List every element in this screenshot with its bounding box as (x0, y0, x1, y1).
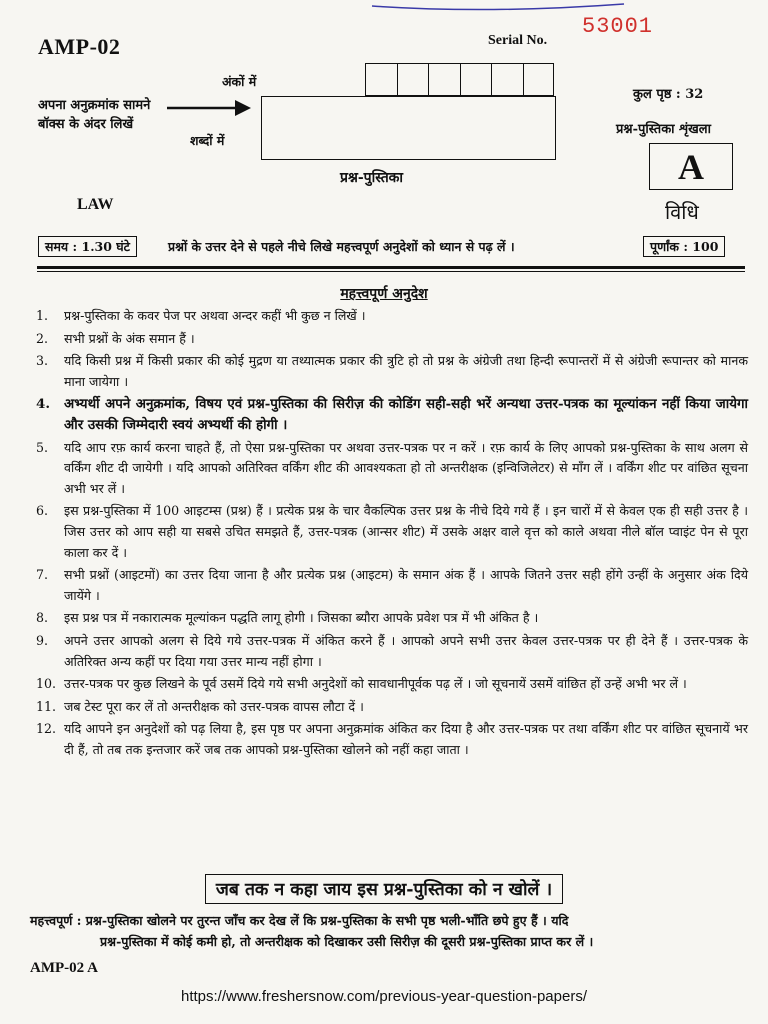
instruction-text: अपने उत्तर आपको अलग से दिये गये उत्तर-पत्रक में अंकित करने हैं । आपको अपने सभी उत्तर केवल उत्तर-पत्रक पर ही देने हैं । उत्तर-पत्रक के अतिरिक्त अन्य कहीं पर दिया गया उत्तर मान्य नहीं होगा । (64, 632, 748, 669)
instruction-item (36, 351, 748, 392)
instruction-number: 7. (36, 567, 49, 583)
instruction-number: 1. (36, 308, 49, 323)
series-label: प्रश्न-पुस्तिका शृंखला (616, 122, 711, 137)
do-not-open-banner (0, 874, 768, 904)
instruction-number: 8. (36, 610, 49, 626)
instruction-text: उत्तर-पत्रक पर कुछ लिखने के पूर्व उसमें दिये गये सभी अनुदेशों को सावधानीपूर्वक पढ़ लें । जो सूचनायें उसमें वांछित हों उन्हें अभी भर लें । (64, 676, 687, 692)
in-figures-label: अंकों में (222, 74, 257, 89)
instruction-item (36, 329, 748, 350)
instruction-item (36, 719, 748, 760)
instruction-text: प्रश्न-पुस्तिका के कवर पेज पर अथवा अन्दर कहीं भी कुछ न लिखें । (64, 308, 366, 323)
instruction-text: सभी प्रश्नों (आइटमों) का उत्तर दिया जाना है और प्रत्येक प्रश्न (आइटम) के समान अंक हैं । आपके जितने उत्तर सही होंगे उन्हीं के अनुसार अंक दिये जायेंगे । (64, 567, 748, 603)
roll-number-words-box[interactable] (261, 96, 556, 160)
source-url: https://www.freshersnow.com/previous-year-question-papers/ (180, 988, 587, 1005)
digit-box[interactable] (397, 63, 429, 96)
roll-label-line1: अपना अनुक्रमांक सामने (38, 98, 151, 113)
divider (37, 271, 745, 272)
instructions-title: महत्त्वपूर्ण अनुदेश (340, 286, 428, 302)
pen-mark (368, 0, 628, 14)
instruction-number: 4. (36, 396, 50, 413)
instructions-heading (0, 284, 768, 303)
subject-english: LAW (77, 196, 114, 213)
digit-box[interactable] (365, 63, 397, 96)
subject-hindi: विधि (665, 200, 699, 224)
important-label: महत्त्वपूर्ण : (30, 913, 82, 928)
booklet-label: प्रश्न-पुस्तिका (340, 170, 404, 186)
important-line1: प्रश्न-पुस्तिका खोलने पर तुरन्त जाँच कर देख लें कि प्रश्न-पुस्तिका के सभी पृष्ठ भली-भाँति छपे हुए हैं । यदि (85, 913, 569, 928)
instruction-item (36, 565, 748, 606)
digit-box[interactable] (428, 63, 460, 96)
max-marks: पूर्णांक : 100 (643, 236, 725, 257)
read-instructions-note: प्रश्नों के उत्तर देने से पहले नीचे लिखे महत्त्वपूर्ण अनुदेशों को ध्यान से पढ़ लें । (168, 239, 515, 254)
instruction-item (36, 697, 748, 718)
serial-label: Serial No. (488, 33, 548, 48)
divider (37, 266, 745, 269)
instruction-text: इस प्रश्न-पुस्तिका में 100 आइटम्स (प्रश्न) हैं । प्रत्येक प्रश्न के चार वैकल्पिक उत्तर प्रश्न के नीचे दिये गये हैं । इन चारों में से केवल एक ही सही उत्तर है । जिस उत्तर को आप सही या सबसे उचित समझते हैं, उत्तर-पत्रक (आन्सर शीट) में उसके अक्षर वाले वृत्त को काले अथवा नीले बॉल प्वाइंट पेन से पूरा काला कर दें । (64, 503, 748, 560)
instruction-text: यदि किसी प्रश्न में किसी प्रकार की कोई मुद्रण या तथ्यात्मक प्रकार की त्रुटि हो तो प्रश्न के अंग्रेजी तथा हिन्दी रूपान्तरों में से अंग्रेजी रूपान्तर को मानक माना जायेगा । (64, 353, 748, 389)
instruction-item (36, 631, 748, 672)
footer-paper-code: AMP-02 A (30, 960, 98, 976)
roll-number-instruction (38, 96, 150, 134)
in-words-label: शब्दों में (190, 133, 225, 148)
instruction-text: सभी प्रश्नों के अंक समान हैं । (64, 330, 195, 346)
instruction-number: 2. (36, 330, 49, 346)
important-note (30, 910, 748, 952)
roll-label-line2: बॉक्स के अंदर लिखें (38, 117, 134, 132)
roll-number-digit-boxes[interactable] (365, 63, 554, 96)
instructions-list (36, 306, 748, 762)
series-letter-box: A (649, 143, 733, 190)
digit-box[interactable] (523, 63, 555, 96)
right-arrow-icon (165, 96, 255, 120)
instruction-number: 10. (36, 676, 57, 692)
instruction-text: जब टेस्ट पूरा कर लें तो अन्तरीक्षक को उत्तर-पत्रक वापस लौटा दें । (64, 698, 364, 714)
instruction-text: यदि आपने इन अनुदेशों को पढ़ लिया है, इस पृष्ठ पर अपना अनुक्रमांक अंकित कर दिया है और उत्तर-पत्रक पर तथा वर्किंग शीट पर वांछित सूचनायें भर दी हैं, तो तब तक इन्तजार करें जब तक आपको प्रश्न-पुस्तिका खोलने को नहीं कहा जाता । (64, 721, 748, 757)
instruction-item (36, 306, 748, 327)
instruction-number: 5. (36, 439, 49, 455)
paper-code: AMP-02 (38, 34, 121, 59)
instruction-number: 12. (36, 721, 57, 737)
digit-box[interactable] (491, 63, 523, 96)
instruction-number: 3. (36, 353, 49, 369)
instruction-item (36, 501, 748, 563)
instruction-number: 6. (36, 503, 49, 519)
instruction-number: 11. (36, 698, 57, 714)
important-line2: प्रश्न-पुस्तिका में कोई कमी हो, तो अन्तरीक्षक को दिखाकर उसी सिरीज़ की दूसरी प्रश्न-पुस्तिका प्राप्त कर लें । (100, 934, 594, 949)
instruction-number: 9. (36, 632, 49, 648)
instruction-item (36, 394, 748, 435)
instruction-item (36, 674, 748, 695)
total-pages: कुल पृष्ठ : 32 (633, 87, 704, 102)
instruction-item (36, 608, 748, 629)
instruction-text: इस प्रश्न पत्र में नकारात्मक मूल्यांकन पद्धति लागू होगी । जिसका ब्यौरा आपके प्रवेश पत्र में भी अंकित है । (64, 610, 539, 626)
instruction-text: यदि आप रफ़ कार्य करना चाहते हैं, तो ऐसा प्रश्न-पुस्तिका पर अथवा उत्तर-पत्रक पर न करें । रफ़ कार्य के लिए आपको प्रश्न-पुस्तिका के साथ अलग से वर्किंग शीट दी जायेगी । यदि आपको अतिरिक्त वर्किंग शीट की आवश्यकता हो तो अन्तरीक्षक (इन्विजिलेटर) से माँग लें । वर्किंग शीट पर वांछित सूचना अभी भर लें । (64, 439, 748, 496)
instruction-text: अभ्यर्थी अपने अनुक्रमांक, विषय एवं प्रश्न-पुस्तिका की सिरीज़ की कोडिंग सही-सही भरें अन्यथा उत्तर-पत्रक का मूल्यांकन नहीं किया जायेगा और उसकी जिम्मेदारी स्वयं अभ्यर्थी की होगी । (64, 396, 748, 433)
time-duration: समय : 1.30 घंटे (38, 236, 137, 257)
digit-box[interactable] (460, 63, 492, 96)
banner-text: जब तक न कहा जाय इस प्रश्न-पुस्तिका को न खोलें । (205, 874, 563, 904)
serial-number: 53001 (582, 14, 654, 39)
instruction-item (36, 438, 748, 500)
